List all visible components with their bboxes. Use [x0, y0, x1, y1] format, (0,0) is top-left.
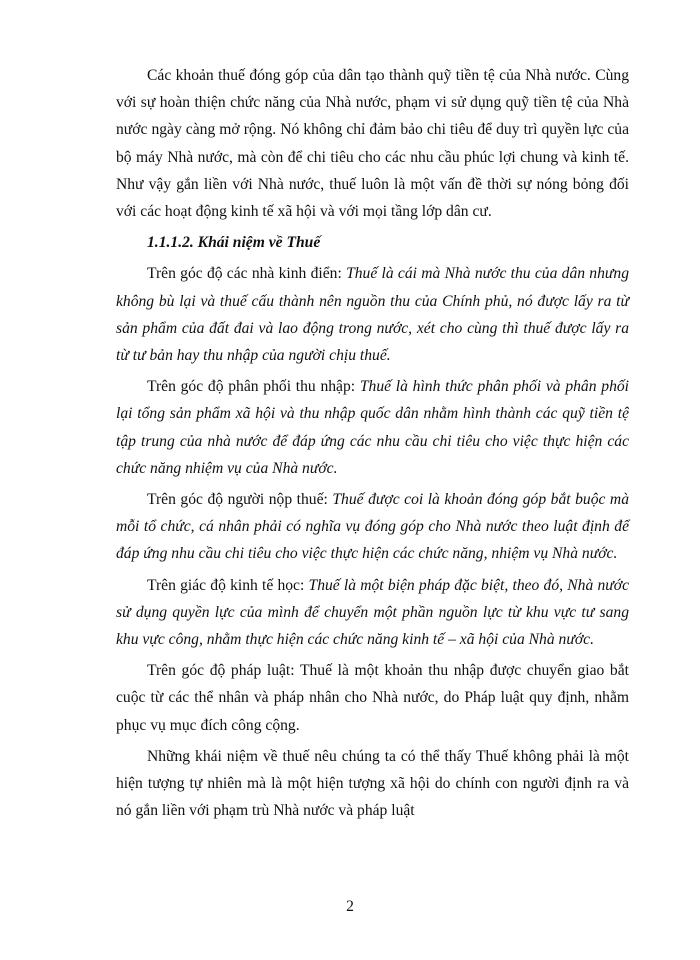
definition-economics: [116, 572, 629, 654]
conclusion-paragraph: Những khái niệm về thuế nêu chúng ta có thể thấy Thuế không phải là một hiện tượng tự nhiên mà là một hiện tượng xã hội do chính con người định ra và nó gắn liền với phạm trù Nhà nước và pháp luật: [116, 747, 629, 820]
document-page: [116, 62, 629, 828]
intro-paragraph: Các khoản thuế đóng góp của dân tạo thành quỹ tiền tệ của Nhà nước. Cùng với sự hoàn thiện chức năng của Nhà nước, phạm vi sử dụng quỹ tiền tệ của Nhà nước ngày càng mở rộng. Nó không chỉ đảm bảo chi tiêu để duy trì quyền lực của bộ máy Nhà nước, mà còn để chi tiêu cho các nhu cầu phúc lợi chung và kinh tế. Như vậy gắn liền với Nhà nước, thuế luôn là một vấn đề thời sự nóng bỏng đối với các hoạt động kinh tế xã hội và với mọi tầng lớp dân cư.: [116, 67, 629, 221]
definition-text: Thuế được coi là khoản đóng góp bắt buộc mà mỗi tổ chức, cá nhân phải có nghĩa vụ đóng góp cho Nhà nước theo luật định để đáp ứng nhu cầu chi tiêu cho việc thực hiện các chức năng, nhiệm vụ Nhà nước.: [116, 491, 629, 563]
definition-text: Thuế là cái mà Nhà nước thu của dân nhưng không bù lại và thuế cấu thành nên nguồn thu của Chính phủ, nó được lấy ra từ sản phẩm của đất đai và lao động trong nước, xét cho cùng thì thuế được lấy ra từ tư bản hay thu nhập của người chịu thuế.: [116, 265, 630, 365]
definition-lead: Trên góc độ phân phối thu nhập:: [147, 378, 360, 396]
page-number: 2: [346, 898, 354, 915]
definition-taxpayer: [116, 486, 629, 568]
definition-legal: Trên góc độ pháp luật: Thuế là một khoản thu nhập được chuyển giao bắt cuộc từ các thể nhân và pháp nhân cho Nhà nước, do Pháp luật quy định, nhằm phục vụ mục đích công cộng.: [116, 662, 629, 734]
definition-lead: Trên giác độ kinh tế học:: [147, 576, 309, 594]
definition-lead: Trên góc độ người nộp thuế:: [147, 491, 333, 509]
definition-text: Thuế là một biện pháp đặc biệt, theo đó, Nhà nước sử dụng quyền lực của mình để chuyển một phần nguồn lực từ khu vực tư sang khu vực công, nhằm thực hiện các chức năng kinh tế – xã hội của Nhà nước.: [116, 576, 629, 649]
definition-lead: Trên góc độ các nhà kinh điển:: [147, 265, 347, 283]
definition-classical: [116, 260, 629, 369]
section-heading: 1.1.1.2. Khái niệm về Thuế: [147, 234, 321, 252]
definition-text: Thuế là hình thức phân phối và phân phối lại tổng sản phẩm xã hội và thu nhập quốc dân nhằm hình thành các quỹ tiền tệ tập trung của nhà nước để đáp ứng các nhu cầu chi tiêu cho việc thực hiện các chức năng nhiệm vụ của Nhà nước.: [116, 378, 629, 477]
definition-income-distribution: [116, 373, 629, 482]
